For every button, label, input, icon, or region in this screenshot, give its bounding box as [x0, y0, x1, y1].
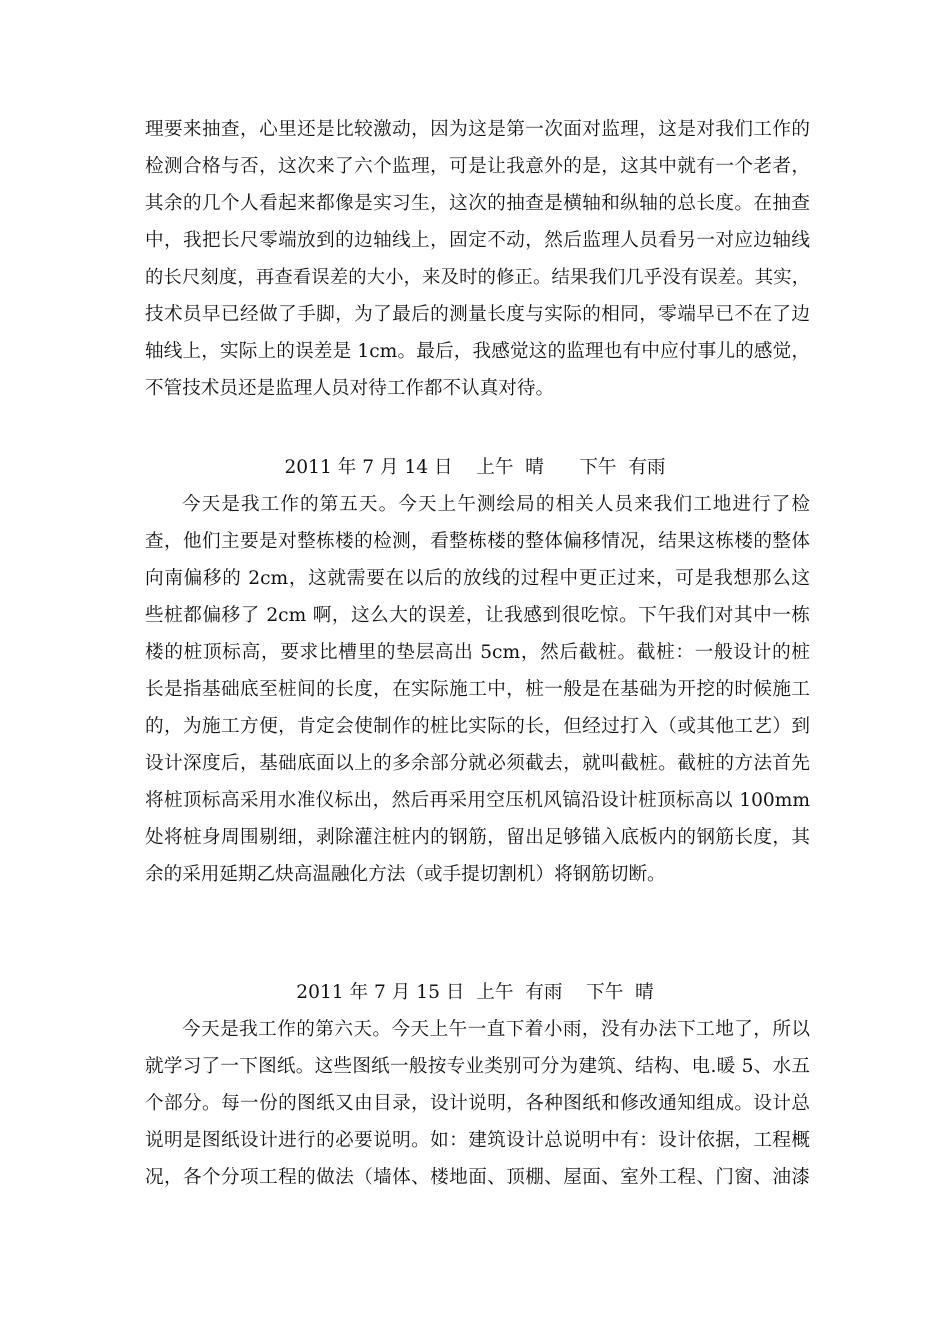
paragraph-line: 余的采用延期乙炔高温融化方法（或手提切割机）将钢筋切断。 [145, 864, 666, 885]
paragraph-line: 今天是我工作的第六天。今天上午一直下着小雨，没有办法下工地了，所以 [182, 1019, 810, 1040]
paragraph-line: 的长尺刻度，再查看误差的大小，来及时的修正。结果我们几乎没有误差。其实， [145, 267, 810, 288]
paragraph-line: 设计深度后，基础底面以上的多余部分就必须截去，就叫截桩。截桩的方法首先 [145, 753, 810, 774]
paragraph-line: 处将桩身周围剔细，剥除灌注桩内的钢筋，留出足够锚入底板内的钢筋长度，其 [145, 827, 810, 848]
paragraph-line: 就学习了一下图纸。这些图纸一般按专业类别可分为建筑、结构、电.暖 5、水五 [145, 1056, 810, 1077]
paragraph-line: 个部分。每一份的图纸又由目录，设计说明，各种图纸和修改通知组成。设计总 [145, 1093, 810, 1114]
paragraph-line: 中，我把长尺零端放到的边轴线上，固定不动，然后监理人员看另一对应边轴线 [145, 230, 810, 251]
paragraph-line: 向南偏移的 2cm，这就需要在以后的放线的过程中更正过来，可是我想那么这 [145, 568, 810, 589]
paragraph-line: 技术员早已经做了手脚，为了最后的测量长度与实际的相同，零端早已不在了边 [145, 304, 810, 325]
paragraph-line: 楼的桩顶标高，要求比槽里的垫层高出 5cm，然后截桩。截桩：一般设计的桩 [145, 642, 810, 663]
paragraph-line: 检测合格与否，这次来了六个监理，可是让我意外的是，这其中就有一个老者， [145, 156, 810, 177]
entry-date-heading: 2011 年 7 月 15 日 上午 有雨 下午 晴 [296, 982, 654, 1003]
paragraph-line: 长是指基础底至桩间的长度，在实际施工中，桩一般是在基础为开挖的时候施工 [145, 679, 810, 700]
paragraph-line: 今天是我工作的第五天。今天上午测绘局的相关人员来我们工地进行了检 [182, 494, 810, 515]
paragraph-line: 些桩都偏移了 2cm 啊，这么大的误差，让我感到很吃惊。下午我们对其中一栋 [145, 605, 810, 626]
paragraph-line: 轴线上，实际上的误差是 1cm。最后，我感觉这的监理也有中应付事儿的感觉， [145, 341, 810, 362]
paragraph-line: 理要来抽查，心里还是比较激动，因为这是第一次面对监理，这是对我们工作的 [145, 119, 810, 140]
paragraph-line: 将桩顶标高采用水准仪标出，然后再采用空压机风镐沿设计桩顶标高以 100mm [145, 790, 810, 811]
paragraph-line: 不管技术员还是监理人员对待工作都不认真对待。 [145, 378, 555, 399]
paragraph-line: 其余的几个人看起来都像是实习生，这次的抽查是横轴和纵轴的总长度。在抽查 [145, 193, 810, 214]
entry-date-heading: 2011 年 7 月 14 日 上午 晴 下午 有雨 [284, 457, 666, 478]
paragraph-line: 况，各个分项工程的做法（墙体、楼地面、顶棚、屋面、室外工程、门窗、油漆 [145, 1167, 810, 1188]
paragraph-line: 的，为施工方便，肯定会使制作的桩比实际的长，但经过打入（或其他工艺）到 [145, 716, 810, 737]
paragraph-line: 说明是图纸设计进行的必要说明。如：建筑设计总说明中有：设计依据，工程概 [145, 1130, 810, 1151]
paragraph-line: 查，他们主要是对整栋楼的检测，看整栋楼的整体偏移情况，结果这栋楼的整体 [145, 531, 810, 552]
